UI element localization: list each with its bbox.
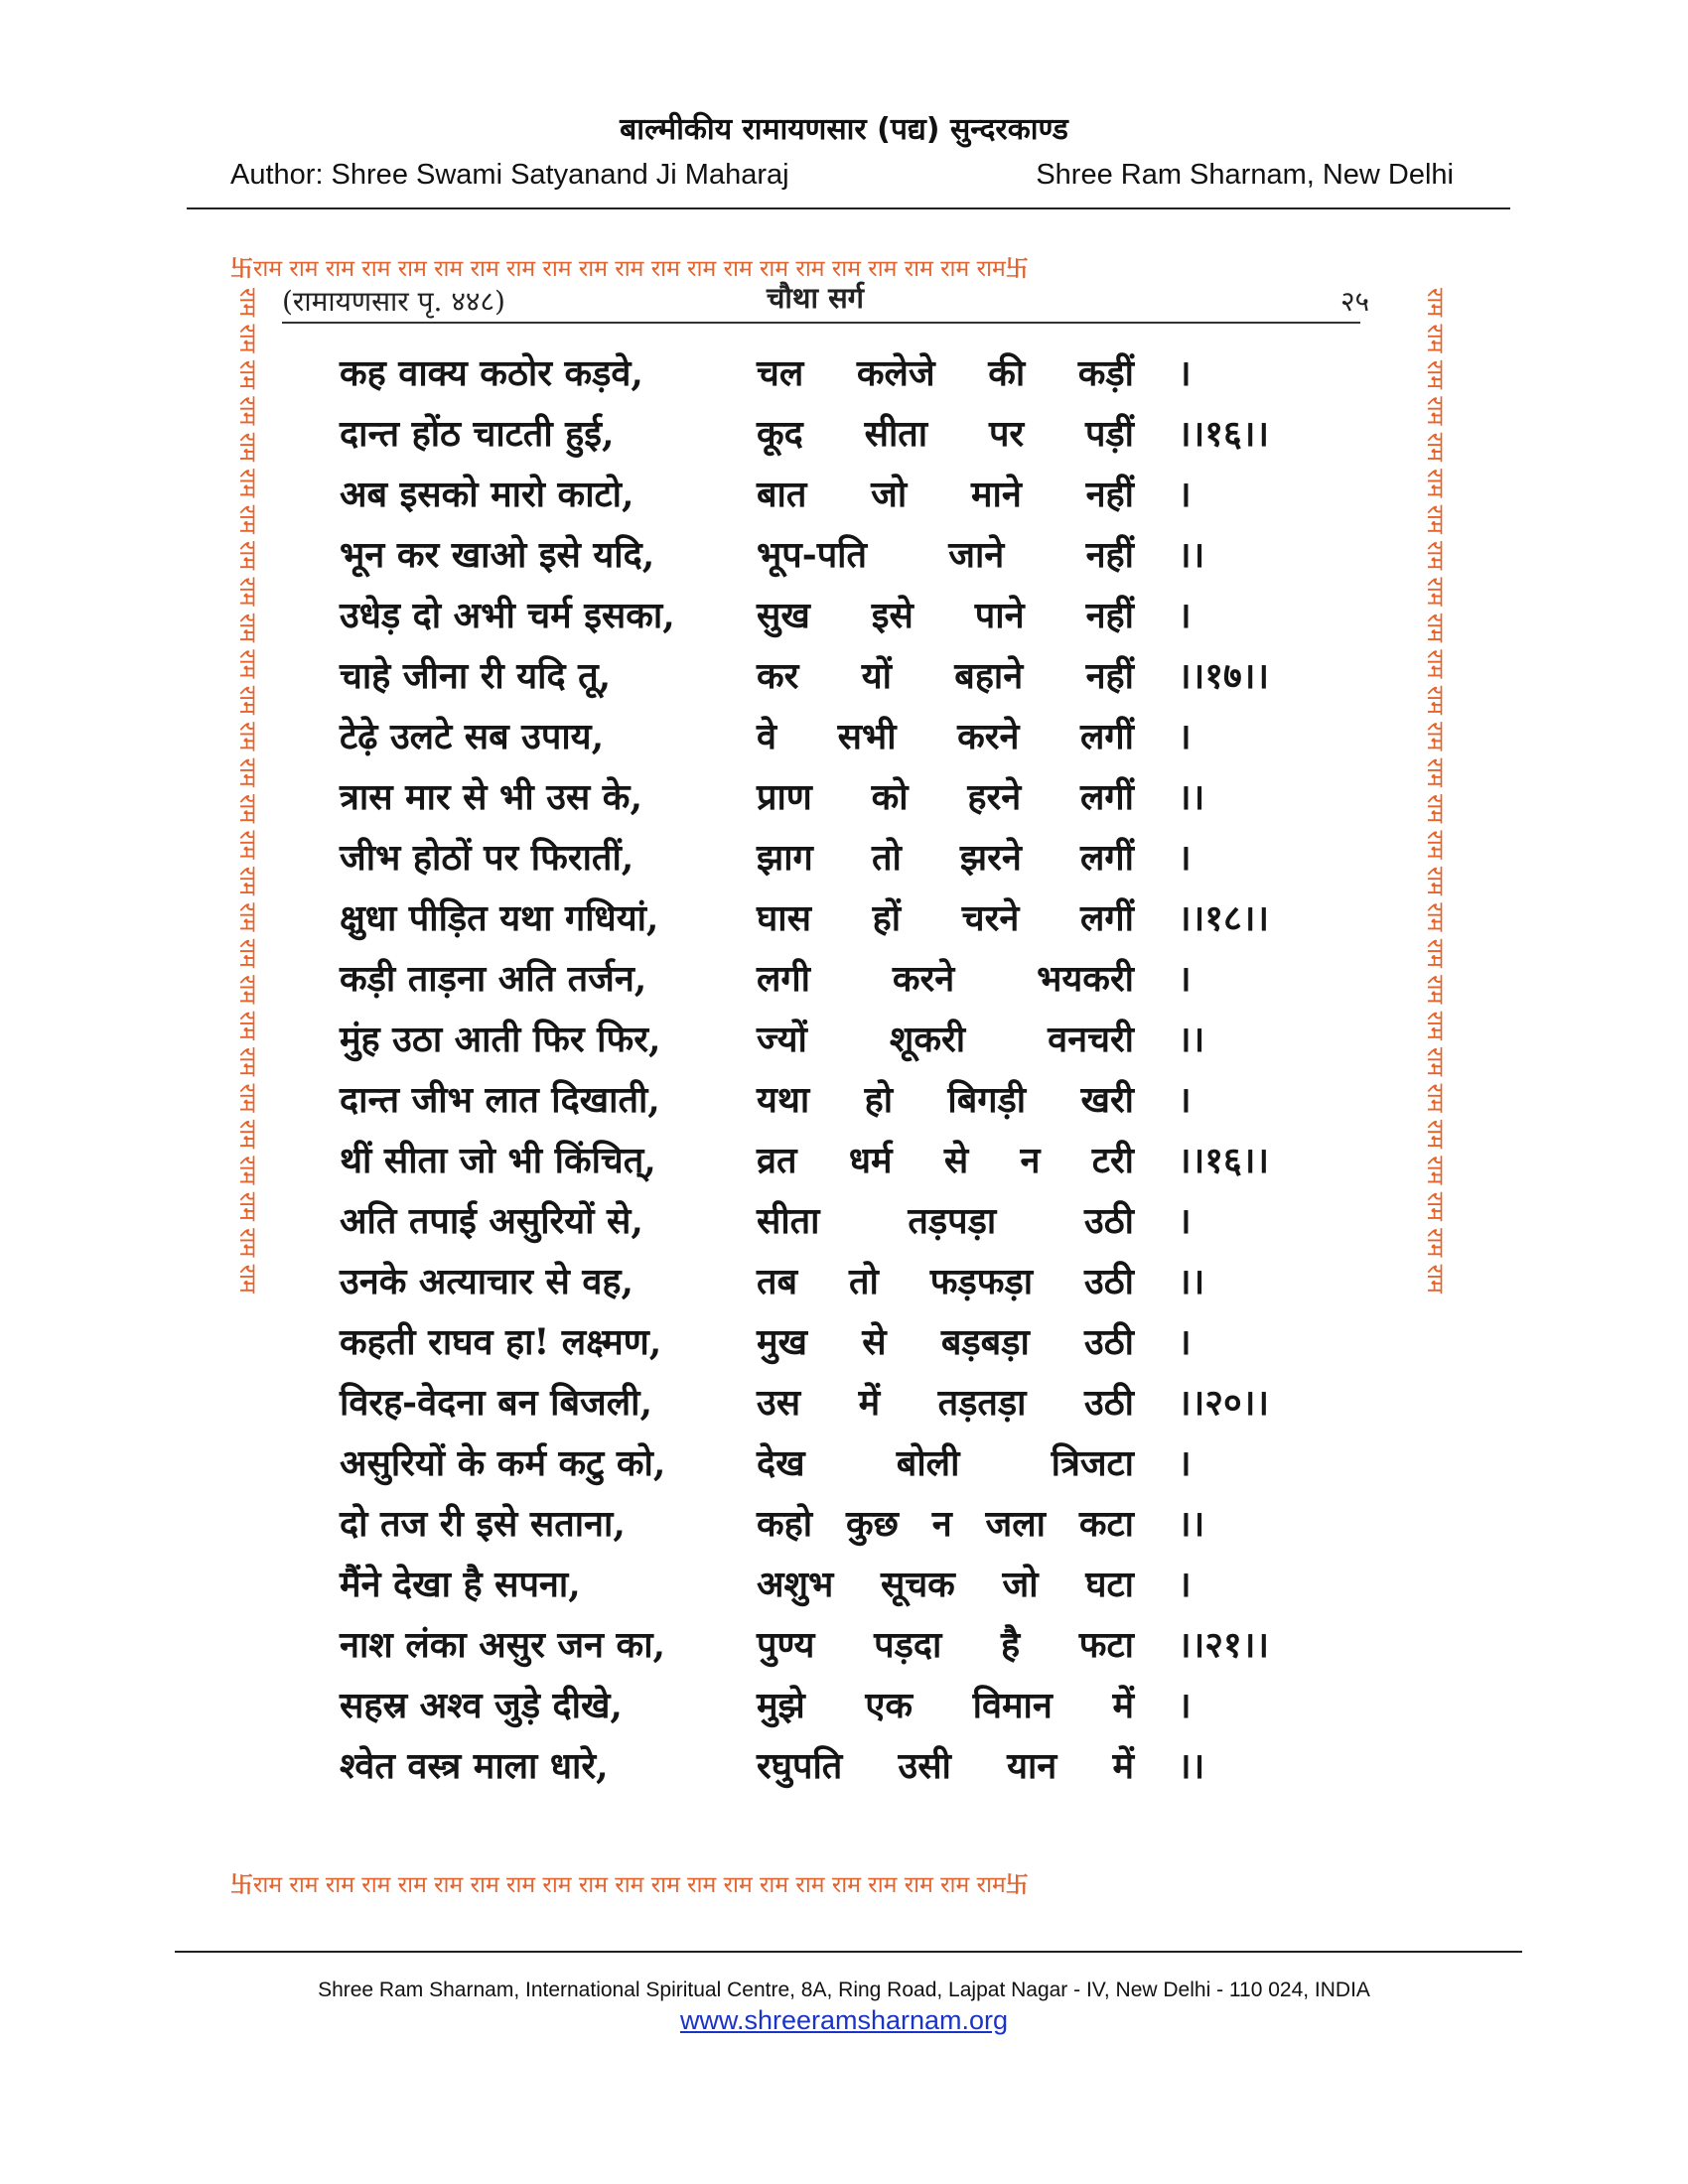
verse-first-half: थीं सीता जो भी किंचित्,: [340, 1140, 656, 1181]
verse-second-half: भूप-पति जाने नहीं: [757, 534, 1134, 576]
ram-border-frame: [230, 252, 1454, 1904]
verse-second-half: चल कलेजे की कड़ीं: [757, 352, 1134, 394]
verse-first-half: मुंह उठा आती फिर फिर,: [340, 1019, 661, 1060]
verse-end-mark: ।: [1178, 474, 1192, 515]
verse-end-mark: ।: [1178, 1685, 1192, 1726]
verse-first-half: दान्त जीभ लात दिखाती,: [340, 1079, 660, 1121]
verse-second-half: वे सभी करने लगीं: [757, 716, 1134, 757]
border-right: राम राम राम राम राम राम राम राम राम राम राम राम राम राम राम राम राम राम राम राम राम राम राम राम राम राम राम राम: [1422, 288, 1448, 1294]
verse-line: [340, 1672, 1412, 1732]
verse-first-half: कह वाक्य कठोर कड़वे,: [340, 352, 643, 394]
verse-second-half: प्राण को हरने लगीं: [757, 776, 1134, 818]
sarg-divider: [282, 322, 1360, 324]
verse-first-half: सहस्र अश्व जुड़े दीखे,: [340, 1685, 623, 1726]
verse-line: [340, 461, 1412, 521]
verse-second-half: लगी करने भयकरी: [757, 958, 1134, 1000]
verse-end-mark: ।।: [1178, 1261, 1205, 1302]
verse-first-half: क्षुधा पीड़ित यथा गधियां,: [340, 897, 659, 939]
verse-first-half: टेढ़े उलटे सब उपाय,: [340, 716, 605, 757]
swastik-symbol: 卐: [1005, 255, 1029, 282]
verse-end-mark: ।: [1178, 716, 1192, 757]
swastik-symbol: 卐: [230, 1871, 253, 1898]
verse-line: [340, 521, 1412, 582]
verse-first-half: अब इसको मारो काटो,: [340, 474, 634, 515]
verse-second-half: झाग तो झरने लगीं: [757, 837, 1134, 879]
verse-first-half: कड़ी ताड़ना अति तर्जन,: [340, 958, 647, 1000]
ramayan-page-reference: (रामायणसार पृ. ४४८): [282, 285, 505, 318]
verse-end-mark: ।: [1178, 1321, 1192, 1363]
verse-line: [340, 824, 1412, 885]
verse-line: [340, 1611, 1412, 1672]
verse-line: [340, 582, 1412, 642]
verse-first-half: असुरियों के कर्म कटु को,: [340, 1442, 666, 1484]
verse-end-mark: ।: [1178, 1564, 1192, 1605]
verse-end-mark: ।।: [1178, 1503, 1205, 1545]
verse-line: [340, 1732, 1412, 1793]
verse-line: [340, 1187, 1412, 1248]
verse-line: [340, 763, 1412, 824]
verse-line: [340, 1248, 1412, 1308]
verse-first-half: नाश लंका असुर जन का,: [340, 1624, 666, 1666]
verse-line: [340, 340, 1412, 400]
document-title: बाल्मीकीय रामायणसार (पद्य) सुन्दरकाण्ड: [620, 112, 1068, 147]
swastik-symbol: 卐: [1005, 1871, 1029, 1898]
verse-first-half: श्वेत वस्त्र माला धारे,: [340, 1745, 609, 1787]
verse-line: [340, 885, 1412, 945]
border-bottom: [230, 1868, 1454, 1902]
verse-end-mark: ।: [1178, 1079, 1192, 1121]
verse-first-half: अति तपाई असुरियों से,: [340, 1200, 643, 1242]
website-link[interactable]: www.shreeramsharnam.org: [679, 2005, 1009, 2035]
verse-second-half: देख बोली त्रिजटा: [757, 1442, 1134, 1484]
verse-end-mark: ।।: [1178, 776, 1205, 818]
verse-second-half: अशुभ सूचक जो घटा: [757, 1564, 1134, 1605]
verse-end-mark: ।।: [1178, 1019, 1205, 1060]
verse-first-half: जीभ होठों पर फिरातीं,: [340, 837, 634, 879]
verse-end-mark: ।।१७।।: [1178, 655, 1270, 697]
verse-end-mark: ।: [1178, 352, 1192, 394]
verse-second-half: व्रत धर्म से न टरी: [757, 1140, 1134, 1181]
verse-end-mark: ।: [1178, 595, 1192, 636]
verse-end-mark: ।: [1178, 958, 1192, 1000]
verse-line: [340, 1490, 1412, 1551]
verse-first-half: दो तज री इसे सताना,: [340, 1503, 626, 1545]
verse-second-half: मुख से बड़बड़ा उठी: [757, 1321, 1134, 1363]
verse-line: [340, 1308, 1412, 1369]
verse-second-half: मुझे एक विमान में: [757, 1685, 1134, 1726]
verse-second-half: पुण्य पड़दा है फटा: [757, 1624, 1134, 1666]
verse-line: [340, 703, 1412, 763]
verse-line: [340, 1551, 1412, 1611]
swastik-symbol: 卐: [230, 255, 253, 282]
border-left: राम राम राम राम राम राम राम राम राम राम राम राम राम राम राम राम राम राम राम राम राम राम राम राम राम राम राम राम: [234, 288, 260, 1294]
verse-second-half: कूद सीता पर पड़ीं: [757, 413, 1134, 455]
border-ram-text: राम राम राम राम राम राम राम राम राम राम राम राम राम राम राम राम राम राम राम राम राम: [253, 1872, 1006, 1898]
author-line: Author: Shree Swami Satyanand Ji Maharaj: [230, 159, 789, 191]
verse-line: [340, 945, 1412, 1006]
verse-line: [340, 1006, 1412, 1066]
verse-second-half: कहो कुछ न जला कटा: [757, 1503, 1134, 1545]
verse-second-half: सुख इसे पाने नहीं: [757, 595, 1134, 636]
verse-line: [340, 1430, 1412, 1490]
verse-first-half: मैंने देखा है सपना,: [340, 1564, 581, 1605]
verse-first-half: उनके अत्याचार से वह,: [340, 1261, 634, 1302]
verse-end-mark: ।: [1178, 1200, 1192, 1242]
verse-second-half: रघुपति उसी यान में: [757, 1745, 1134, 1787]
verse-end-mark: ।।: [1178, 1745, 1205, 1787]
verse-second-half: कर यों बहाने नहीं: [757, 655, 1134, 697]
border-ram-text: राम राम राम राम राम राम राम राम राम राम राम राम राम राम राम राम राम राम राम राम राम: [253, 256, 1006, 282]
organization-line: Shree Ram Sharnam, New Delhi: [1036, 159, 1454, 191]
footer-divider: [175, 1951, 1522, 1953]
verse-list: [340, 340, 1412, 1793]
verse-end-mark: ।: [1178, 837, 1192, 879]
verse-second-half: घास हों चरने लगीं: [757, 897, 1134, 939]
verse-second-half: ज्यों शूकरी वनचरी: [757, 1019, 1134, 1060]
verse-second-half: बात जो माने नहीं: [757, 474, 1134, 515]
verse-end-mark: ।।१६।।: [1178, 413, 1270, 455]
verse-line: [340, 1066, 1412, 1127]
verse-first-half: उधेड़ दो अभी चर्म इसका,: [340, 595, 675, 636]
verse-line: [340, 1369, 1412, 1430]
verse-first-half: विरह-वेदना बन बिजली,: [340, 1382, 653, 1424]
verse-line: [340, 642, 1412, 703]
footer-address: Shree Ram Sharnam, International Spiritual Centre, 8A, Ring Road, Lajpat Nagar - IV, New Delhi - 110 024, INDIA: [318, 1979, 1370, 2001]
verse-first-half: कहती राघव हा! लक्ष्मण,: [340, 1321, 662, 1363]
verse-line: [340, 1127, 1412, 1187]
page-number: २५: [1340, 285, 1370, 318]
verse-end-mark: ।।१६।।: [1178, 1140, 1270, 1181]
verse-first-half: चाहे जीना री यदि तू,: [340, 655, 612, 697]
verse-second-half: सीता तड़पड़ा उठी: [757, 1200, 1134, 1242]
verse-first-half: भून कर खाओ इसे यदि,: [340, 534, 655, 576]
header-divider: [187, 207, 1510, 209]
sarg-title: चौथा सर्ग: [767, 281, 864, 315]
verse-end-mark: ।।: [1178, 534, 1205, 576]
verse-first-half: दान्त होंठ चाटती हुई,: [340, 413, 615, 455]
verse-end-mark: ।।१८।।: [1178, 897, 1270, 939]
verse-end-mark: ।: [1178, 1442, 1192, 1484]
verse-first-half: त्रास मार से भी उस के,: [340, 776, 642, 818]
verse-second-half: उस में तड़तड़ा उठी: [757, 1382, 1134, 1424]
verse-end-mark: ।।२१।।: [1178, 1624, 1270, 1666]
verse-end-mark: ।।२०।।: [1178, 1382, 1270, 1424]
verse-line: [340, 400, 1412, 461]
verse-second-half: यथा हो बिगड़ी खरी: [757, 1079, 1134, 1121]
verse-second-half: तब तो फड़फड़ा उठी: [757, 1261, 1134, 1302]
